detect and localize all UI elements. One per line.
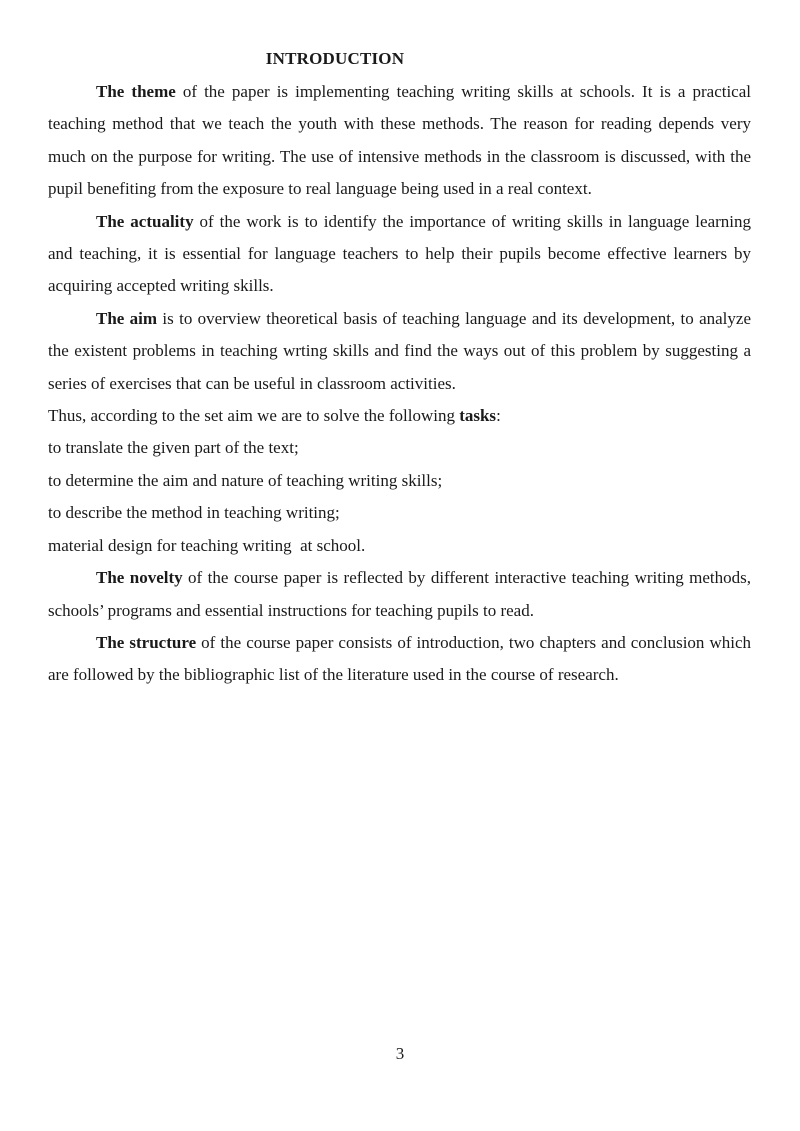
aim-text: is to overview theoretical basis of teaching language and its development, to analyze the existent problems in teaching wrting skills and find the ways out of this problem by suggesting a series of exercises that can be useful in classroom activities. <box>48 308 751 393</box>
paragraph-aim <box>48 303 751 400</box>
task-item: to determine the aim and nature of teaching writing skills; <box>48 470 443 490</box>
theme-lead: The theme <box>96 82 176 101</box>
tasks-intro-text: Thus, according to the set aim we are to solve the following <box>48 406 460 426</box>
task-item: to translate the given part of the text; <box>48 438 299 458</box>
actuality-text: of the work is to identify the importance of writing skills in language learning and teaching, it is essential for language teachers to help their pupils become effective learners by acquiring accepted writing skills. <box>48 211 752 296</box>
task-item: material design for teaching writing at school. <box>48 535 366 555</box>
paragraph-theme <box>48 76 751 206</box>
paragraph-novelty <box>48 562 751 627</box>
aim-lead: The aim <box>96 308 158 328</box>
structure-lead: The structure <box>96 632 197 652</box>
novelty-text: of the course paper is reflected by different interactive teaching writing methods, schools’ programs and essential instructions for teaching pupils to read. <box>48 568 751 620</box>
paragraph-actuality <box>48 206 751 303</box>
tasks-intro-bold: tasks <box>459 406 497 426</box>
task-item: to describe the method in teaching writing; <box>48 503 340 523</box>
actuality-lead: The actuality <box>96 211 194 231</box>
page-heading: INTRODUCTION <box>265 49 405 68</box>
body-text <box>48 76 751 692</box>
theme-text: of the paper is implementing teaching writing skills at schools. It is a practical teaching method that we teach the youth with these methods. The reason for reading depends very much on the purpose for writing. The use of intensive methods in the classroom is discussed, with the pupil benefiting from the exposure to real language being used in a real context. <box>48 82 751 199</box>
tasks-intro-after: : <box>496 406 501 426</box>
page-number: 3 <box>395 1044 405 1063</box>
structure-text: of the course paper consists of introduction, two chapters and conclusion which are followed by the bibliographic list of the literature used in the course of research. <box>48 632 752 685</box>
paragraph-tasks-intro <box>48 400 751 432</box>
novelty-lead: The novelty <box>96 568 183 588</box>
paragraph-structure <box>48 627 751 692</box>
